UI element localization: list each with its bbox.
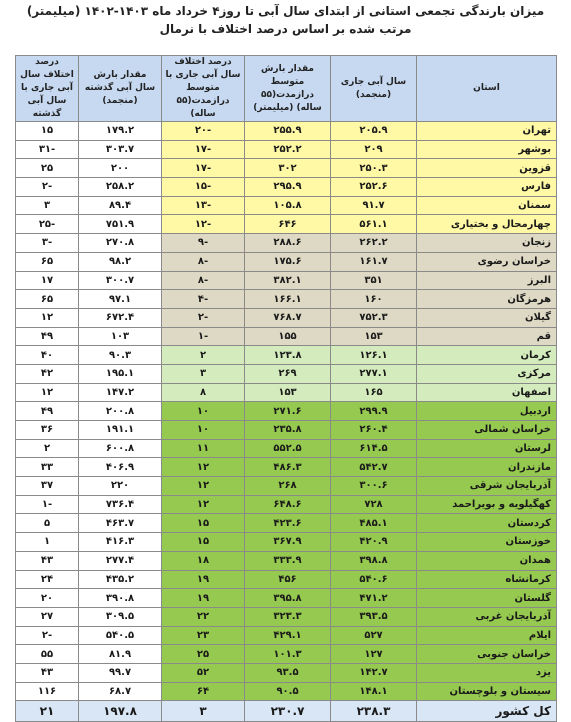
table-row [16, 215, 557, 234]
cell-diff-normal: ۵۲ [162, 663, 245, 682]
report-subtitle: مرتب شده بر اساس درصد اختلاف با نرمال [159, 22, 412, 36]
cell-diff-previous: ۲۰ [16, 589, 79, 608]
cell-current: ۲۵۲.۶ [331, 178, 417, 197]
cell-diff-previous: ۲۵ [16, 159, 79, 178]
cell-normal: ۳۲۳.۳ [245, 607, 331, 626]
report-title: میزان بارندگی تجمعی استانی از ابتدای سال آبی تا روز۴ خرداد ماه ۱۴۰۳-۱۴۰۲ (میلیمتر) [26, 4, 545, 18]
cell-diff-normal: -۲ [162, 308, 245, 327]
table-row [16, 626, 557, 645]
cell-current: ۱۶۵ [331, 383, 417, 402]
cell-diff-normal: ۱۲ [162, 477, 245, 496]
cell-province: البرز [417, 271, 557, 290]
table-row [16, 589, 557, 608]
cell-current: ۹۱.۷ [331, 196, 417, 215]
cell-province: سمنان [417, 196, 557, 215]
cell-diff-previous: ۵۵ [16, 645, 79, 664]
table-row [16, 140, 557, 159]
cell-province: فارس [417, 178, 557, 197]
cell-province: کرمان [417, 346, 557, 365]
cell-diff-normal: -۸ [162, 271, 245, 290]
cell-previous: ۹۰.۳ [79, 346, 162, 365]
cell-normal: ۱۵۳ [245, 383, 331, 402]
cell-diff-normal: ۲۵ [162, 645, 245, 664]
table-row [16, 122, 557, 141]
cell-province: تهران [417, 122, 557, 141]
col-header-province: استان [417, 56, 557, 122]
cell-normal: ۲۸۸.۶ [245, 234, 331, 253]
cell-current: ۳۰۰.۶ [331, 477, 417, 496]
cell-normal: ۶۴۸.۶ [245, 495, 331, 514]
cell-province: اردبیل [417, 402, 557, 421]
cell-diff-previous: -۲ [16, 626, 79, 645]
cell-diff-normal: ۱۹ [162, 570, 245, 589]
table-row [16, 495, 557, 514]
cell-normal: ۲۷۱.۶ [245, 402, 331, 421]
cell-province: چهارمحال و بختیاری [417, 215, 557, 234]
cell-diff-normal: ۲۳ [162, 626, 245, 645]
cell-normal: ۱۵۵ [245, 327, 331, 346]
total-diff-normal: ۳ [162, 701, 245, 722]
table-row [16, 402, 557, 421]
cell-diff-previous: -۳ [16, 234, 79, 253]
col-header-current: سال آبی جاری (منجمد) [331, 56, 417, 122]
cell-current: ۴۲۰.۹ [331, 533, 417, 552]
cell-previous: ۳۰۰.۷ [79, 271, 162, 290]
table-row [16, 383, 557, 402]
cell-diff-previous: ۴۳ [16, 663, 79, 682]
cell-current: ۵۴۰.۶ [331, 570, 417, 589]
cell-province: بوشهر [417, 140, 557, 159]
cell-normal: ۱۰۱.۳ [245, 645, 331, 664]
cell-current: ۱۴۲.۷ [331, 663, 417, 682]
cell-normal: ۵۵۲.۵ [245, 439, 331, 458]
cell-diff-normal: -۹ [162, 234, 245, 253]
table-row [16, 607, 557, 626]
cell-previous: ۱۹۵.۱ [79, 364, 162, 383]
cell-diff-previous: ۲ [16, 439, 79, 458]
cell-diff-previous: ۴۰ [16, 346, 79, 365]
cell-diff-normal: -۱۷ [162, 140, 245, 159]
cell-previous: ۴۶۳.۷ [79, 514, 162, 533]
table-row [16, 159, 557, 178]
cell-previous: ۸۱.۹ [79, 645, 162, 664]
cell-previous: ۷۵۱.۹ [79, 215, 162, 234]
cell-diff-normal: ۱۱ [162, 439, 245, 458]
cell-previous: ۸۹.۴ [79, 196, 162, 215]
cell-diff-normal: ۱۹ [162, 589, 245, 608]
cell-diff-previous: -۳۱ [16, 140, 79, 159]
cell-normal: ۳۰۲ [245, 159, 331, 178]
col-header-diff-previous: درصد اختلاف سال آبی جاری با سال آبی گذشته [16, 56, 79, 122]
table-row [16, 533, 557, 552]
cell-previous: ۵۴۰.۵ [79, 626, 162, 645]
cell-normal: ۷۶۸.۷ [245, 308, 331, 327]
table-row [16, 421, 557, 440]
cell-province: آذربایجان غربی [417, 607, 557, 626]
cell-normal: ۳۸۲.۱ [245, 271, 331, 290]
cell-province: کرمانشاه [417, 570, 557, 589]
table-row [16, 570, 557, 589]
cell-current: ۳۹۸.۸ [331, 551, 417, 570]
cell-normal: ۲۳۵.۸ [245, 421, 331, 440]
cell-diff-normal: ۶۴ [162, 682, 245, 701]
cell-province: خراسان شمالی [417, 421, 557, 440]
cell-normal: ۲۶۹ [245, 364, 331, 383]
cell-diff-normal: ۱۵ [162, 533, 245, 552]
cell-diff-previous: ۶۵ [16, 290, 79, 309]
cell-previous: ۳۹۰.۸ [79, 589, 162, 608]
cell-current: ۳۹۳.۵ [331, 607, 417, 626]
cell-diff-normal: ۱۵ [162, 514, 245, 533]
cell-diff-previous: ۳۷ [16, 477, 79, 496]
col-header-diff-normal: درصد اختلاف سال آبی جاری با متوسط درازمدت(۵۵ ساله) [162, 56, 245, 122]
total-label: کل کشور [417, 701, 557, 722]
cell-current: ۲۹۹.۹ [331, 402, 417, 421]
cell-province: قم [417, 327, 557, 346]
cell-current: ۳۵۱ [331, 271, 417, 290]
cell-normal: ۹۳.۵ [245, 663, 331, 682]
cell-previous: ۶۰۰.۸ [79, 439, 162, 458]
cell-current: ۶۱۴.۵ [331, 439, 417, 458]
cell-diff-previous: ۶۵ [16, 252, 79, 271]
cell-current: ۴۸۵.۱ [331, 514, 417, 533]
cell-previous: ۶۷۲.۴ [79, 308, 162, 327]
cell-previous: ۲۵۸.۲ [79, 178, 162, 197]
cell-normal: ۹۰.۵ [245, 682, 331, 701]
total-current: ۲۳۸.۳ [331, 701, 417, 722]
cell-previous: ۲۰۰.۸ [79, 402, 162, 421]
cell-previous: ۱۹۱.۱ [79, 421, 162, 440]
cell-diff-previous: ۱۵ [16, 122, 79, 141]
cell-previous: ۴۳۵.۲ [79, 570, 162, 589]
table-body [16, 122, 557, 701]
cell-province: لرستان [417, 439, 557, 458]
cell-diff-normal: ۱۰ [162, 421, 245, 440]
cell-province: کردستان [417, 514, 557, 533]
cell-province: همدان [417, 551, 557, 570]
cell-province: خراسان جنوبی [417, 645, 557, 664]
cell-previous: ۴۰۶.۹ [79, 458, 162, 477]
cell-diff-normal: ۱۰ [162, 402, 245, 421]
cell-previous: ۳۰۳.۷ [79, 140, 162, 159]
cell-diff-previous: ۴۹ [16, 327, 79, 346]
cell-diff-previous: ۱ [16, 533, 79, 552]
cell-normal: ۱۷۵.۶ [245, 252, 331, 271]
cell-current: ۴۷۱.۲ [331, 589, 417, 608]
table-row [16, 346, 557, 365]
cell-previous: ۱۷۹.۲ [79, 122, 162, 141]
cell-diff-normal: -۸ [162, 252, 245, 271]
cell-normal: ۲۵۲.۲ [245, 140, 331, 159]
cell-normal: ۳۶۷.۹ [245, 533, 331, 552]
cell-diff-normal: -۲۰ [162, 122, 245, 141]
cell-previous: ۲۷۰.۸ [79, 234, 162, 253]
cell-current: ۱۵۳ [331, 327, 417, 346]
cell-current: ۱۶۱.۷ [331, 252, 417, 271]
table-row [16, 551, 557, 570]
cell-previous: ۳۰۹.۵ [79, 607, 162, 626]
cell-province: اصفهان [417, 383, 557, 402]
cell-previous: ۱۰۳ [79, 327, 162, 346]
cell-diff-normal: ۲ [162, 346, 245, 365]
cell-normal: ۴۲۳.۶ [245, 514, 331, 533]
cell-province: گلستان [417, 589, 557, 608]
cell-current: ۷۲۸ [331, 495, 417, 514]
table-row [16, 234, 557, 253]
cell-current: ۵۶۱.۱ [331, 215, 417, 234]
cell-current: ۱۴۸.۱ [331, 682, 417, 701]
table-row [16, 682, 557, 701]
total-diff-previous: ۲۱ [16, 701, 79, 722]
col-header-previous: مقدار بارش سال آبی گذشته (منجمد) [79, 56, 162, 122]
cell-diff-normal: ۱۲ [162, 458, 245, 477]
cell-diff-normal: ۱۲ [162, 495, 245, 514]
total-row [16, 701, 557, 722]
cell-current: ۵۲۷ [331, 626, 417, 645]
cell-normal: ۱۶۶.۱ [245, 290, 331, 309]
cell-province: یزد [417, 663, 557, 682]
cell-previous: ۲۲۰ [79, 477, 162, 496]
cell-normal: ۴۸۶.۳ [245, 458, 331, 477]
cell-diff-previous: ۱۷ [16, 271, 79, 290]
cell-diff-normal: -۱۷ [162, 159, 245, 178]
table-row [16, 364, 557, 383]
rainfall-table [15, 55, 557, 722]
table-row [16, 271, 557, 290]
table-row [16, 514, 557, 533]
cell-normal: ۱۲۳.۸ [245, 346, 331, 365]
cell-diff-previous: ۱۲ [16, 308, 79, 327]
cell-diff-normal: -۴ [162, 290, 245, 309]
cell-normal: ۲۹۵.۹ [245, 178, 331, 197]
cell-diff-normal: ۲۲ [162, 607, 245, 626]
cell-diff-normal: -۱۵ [162, 178, 245, 197]
cell-normal: ۴۵۶ [245, 570, 331, 589]
table-header-row [16, 56, 557, 122]
cell-current: ۷۵۲.۳ [331, 308, 417, 327]
cell-previous: ۷۳۶.۴ [79, 495, 162, 514]
cell-province: خراسان رضوی [417, 252, 557, 271]
cell-diff-previous: ۴۲ [16, 364, 79, 383]
cell-previous: ۴۱۶.۳ [79, 533, 162, 552]
cell-current: ۲۰۵.۹ [331, 122, 417, 141]
table-row [16, 252, 557, 271]
cell-diff-previous: ۴۳ [16, 551, 79, 570]
cell-province: زنجان [417, 234, 557, 253]
cell-diff-previous: ۴۹ [16, 402, 79, 421]
table-row [16, 439, 557, 458]
total-normal: ۲۳۰.۷ [245, 701, 331, 722]
cell-previous: ۹۷.۱ [79, 290, 162, 309]
cell-diff-normal: -۱۳ [162, 196, 245, 215]
cell-diff-previous: ۲۴ [16, 570, 79, 589]
cell-diff-previous: ۲۷ [16, 607, 79, 626]
cell-current: ۲۷۷.۱ [331, 364, 417, 383]
cell-normal: ۲۶۸ [245, 477, 331, 496]
cell-previous: ۹۹.۷ [79, 663, 162, 682]
cell-current: ۱۶۰ [331, 290, 417, 309]
cell-current: ۲۵۰.۳ [331, 159, 417, 178]
cell-province: مازندران [417, 458, 557, 477]
cell-previous: ۲۷۷.۴ [79, 551, 162, 570]
cell-diff-previous: ۱۱۶ [16, 682, 79, 701]
total-previous: ۱۹۷.۸ [79, 701, 162, 722]
cell-current: ۲۶۰.۴ [331, 421, 417, 440]
cell-normal: ۱۰۵.۸ [245, 196, 331, 215]
cell-diff-previous: ۱۲ [16, 383, 79, 402]
table-row [16, 458, 557, 477]
cell-normal: ۶۴۶ [245, 215, 331, 234]
table-row [16, 308, 557, 327]
table-row [16, 327, 557, 346]
table-row [16, 196, 557, 215]
cell-diff-normal: ۱۸ [162, 551, 245, 570]
cell-previous: ۶۸.۷ [79, 682, 162, 701]
cell-diff-previous: ۳۶ [16, 421, 79, 440]
cell-diff-previous: ۳ [16, 196, 79, 215]
table-row [16, 290, 557, 309]
table-row [16, 663, 557, 682]
cell-diff-previous: ۵ [16, 514, 79, 533]
cell-normal: ۴۲۹.۱ [245, 626, 331, 645]
cell-current: ۱۲۶.۱ [331, 346, 417, 365]
cell-diff-previous: -۲ [16, 178, 79, 197]
cell-diff-normal: -۱ [162, 327, 245, 346]
cell-province: مرکزی [417, 364, 557, 383]
cell-diff-normal: ۳ [162, 364, 245, 383]
cell-normal: ۳۳۳.۹ [245, 551, 331, 570]
table-row [16, 477, 557, 496]
cell-province: آذربایجان شرقی [417, 477, 557, 496]
cell-normal: ۲۵۵.۹ [245, 122, 331, 141]
cell-previous: ۹۸.۲ [79, 252, 162, 271]
cell-province: ایلام [417, 626, 557, 645]
cell-diff-previous: -۲۵ [16, 215, 79, 234]
cell-current: ۲۶۲.۲ [331, 234, 417, 253]
col-header-normal: مقدار بارش متوسط درازمدت(۵۵ ساله) (میلیمتر) [245, 56, 331, 122]
table-row [16, 645, 557, 664]
cell-province: هرمزگان [417, 290, 557, 309]
cell-diff-previous: ۳۳ [16, 458, 79, 477]
cell-diff-normal: -۱۲ [162, 215, 245, 234]
cell-current: ۲۰۹ [331, 140, 417, 159]
cell-province: قزوین [417, 159, 557, 178]
cell-province: کهگیلویه و بویراحمد [417, 495, 557, 514]
cell-province: سیستان و بلوچستان [417, 682, 557, 701]
table-row [16, 178, 557, 197]
cell-diff-normal: ۸ [162, 383, 245, 402]
report-header [0, 3, 571, 47]
cell-province: خوزستان [417, 533, 557, 552]
cell-normal: ۳۹۵.۸ [245, 589, 331, 608]
cell-previous: ۱۴۷.۲ [79, 383, 162, 402]
cell-current: ۵۴۲.۷ [331, 458, 417, 477]
cell-province: گیلان [417, 308, 557, 327]
cell-current: ۱۲۷ [331, 645, 417, 664]
cell-previous: ۲۰۰ [79, 159, 162, 178]
cell-diff-previous: -۱ [16, 495, 79, 514]
